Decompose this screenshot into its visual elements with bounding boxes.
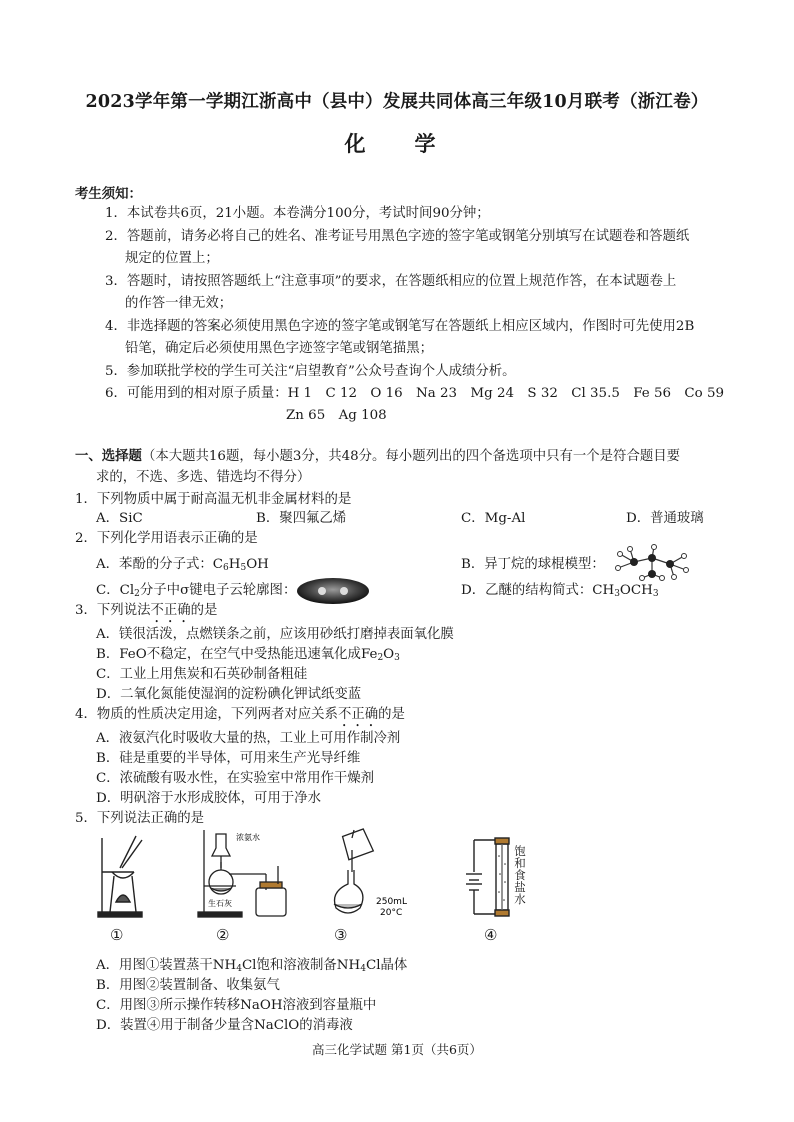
exam-title: 2023学年第一学期江浙高中（县中）发展共同体高三年级10月联考（浙江卷） [85, 92, 709, 112]
q4-option-a: A．液氨汽化时吸收大量的热，工业上可用作制冷剂 [96, 731, 401, 746]
section-desc-2: 求的，不选、多选、错选均不得分） [96, 470, 311, 485]
notice-heading: 考生须知： [75, 186, 142, 202]
q4-stem: 4．物质的性质决定用途，下列两者对应关系不正确的是 [75, 707, 405, 722]
notice-item-1: 1．本试卷共6页，21小题。本卷满分100分，考试时间90分钟； [105, 206, 490, 221]
fig3-label-temp: 20°C [380, 908, 403, 918]
q1-option-c: C．Mg-Al [461, 511, 526, 526]
notice-item-3: 3．答题时，请按照答题纸上“注意事项”的要求，在答题纸相应的位置上规范作答，在本试题卷上 [105, 274, 677, 289]
q4-option-b: B．硅是重要的半导体，可用来生产光导纤维 [96, 751, 361, 766]
notice-item-2-cont: 规定的位置上； [125, 251, 219, 266]
q3-stem: 3．下列说法不正确的是 [75, 603, 218, 618]
notice-item-2: 2．答题前，请务必将自己的姓名、准考证号用黑色字迹的签字笔或钢笔分别填写在试题卷和答题纸 [105, 229, 690, 244]
section-heading-label: 一、选择题 [75, 448, 142, 464]
q2-option-c: C．$Cl_2$分子中σ键电子云轮廓图： [96, 583, 297, 599]
fig3-label-volume: 250mL [376, 897, 407, 907]
notice-item-6: 6．可能用到的相对原子质量：H 1 C 12 O 16 Na 23 Mg 24 S 32 Cl 35.5 Fe 56 Co 59 [105, 386, 725, 401]
q1-option-d: D．普通玻璃 [626, 511, 704, 526]
q5-option-b: B．用图②装置制备、收集氨气 [96, 978, 280, 993]
q5-option-d: D．装置④用于制备少量含NaClO的消毒液 [96, 1018, 353, 1033]
fig2-label-ammonia: 浓氨水 [236, 833, 260, 842]
q4-option-d: D．明矾溶于水形成胶体，可用于净水 [96, 791, 321, 806]
q5-stem: 5．下列说法正确的是 [75, 811, 205, 826]
apparatus-figure-1 [96, 832, 148, 920]
notice-item-3-cont: 的作答一律无效； [125, 296, 233, 311]
q3-option-a: A．镁很活泼，点燃镁条之前，应该用砂纸打磨掉表面氧化膜 [96, 627, 454, 642]
subject-title: 化 学 [344, 131, 450, 156]
q2-option-b: B．异丁烷的球棍模型： [461, 557, 605, 572]
q2-option-a: A．苯酚的分子式：$C_6H_5OH$ [96, 557, 269, 573]
notice-item-6-cont: Zn 65 Ag 108 [286, 408, 387, 423]
figure-label-1: ① [110, 926, 124, 944]
notice-item-5: 5．参加联批学校的学生可关注“启望教育”公众号查询个人成绩分析。 [105, 364, 516, 379]
q4-option-c: C．浓硫酸有吸水性，在实验室中常用作干燥剂 [96, 771, 375, 786]
q3-option-c: C．工业上用焦炭和石英砂制备粗硅 [96, 667, 308, 682]
notice-item-4-cont: 铅笔，确定后必须使用黑色字迹签字笔或钢笔描黑； [125, 341, 433, 356]
notice-item-4: 4．非选择题的答案必须使用黑色字迹的签字笔或钢笔写在答题纸上相应区域内，作图时可先使用2B [105, 319, 695, 334]
isobutane-ball-stick-model [604, 544, 694, 580]
figure-label-2: ② [216, 926, 230, 944]
q2-stem: 2．下列化学用语表示正确的是 [75, 531, 258, 546]
q3-option-b: B．FeO不稳定，在空气中受热能迅速氧化成$Fe_2O_3$ [96, 647, 400, 663]
q5-option-a: A．用图①装置蒸干$NH_4Cl$饱和溶液制备$NH_4Cl$晶体 [96, 958, 408, 974]
q1-option-a: A．SiC [96, 511, 143, 526]
section-heading [75, 447, 680, 466]
page-footer: 高三化学试题 第1页（共6页） [312, 1042, 482, 1057]
q2-option-d: D．乙醚的结构简式：$CH_3OCH_3$ [461, 583, 659, 599]
q1-stem: 1．下列物质中属于耐高温无机非金属材料的是 [75, 492, 352, 507]
sigma-bond-electron-cloud-image [296, 577, 370, 605]
figure-label-3: ③ [334, 926, 348, 944]
fig4-label-brine: 饱 和 食 盐 水 [514, 844, 526, 906]
apparatus-figure-3 [324, 826, 420, 920]
apparatus-figure-2 [196, 826, 306, 920]
figure-label-4: ④ [484, 926, 498, 944]
q3-option-d: D．二氧化氮能使湿润的淀粉碘化钾试纸变蓝 [96, 687, 362, 702]
q5-option-c: C．用图③所示操作转移NaOH溶液到容量瓶中 [96, 998, 377, 1013]
q1-option-b: B．聚四氟乙烯 [256, 511, 347, 526]
section-desc-1: （本大题共16题，每小题3分，共48分。每小题列出的四个备选项中只有一个是符合题目要 [141, 449, 681, 464]
fig2-label-lime: 生石灰 [208, 899, 232, 908]
